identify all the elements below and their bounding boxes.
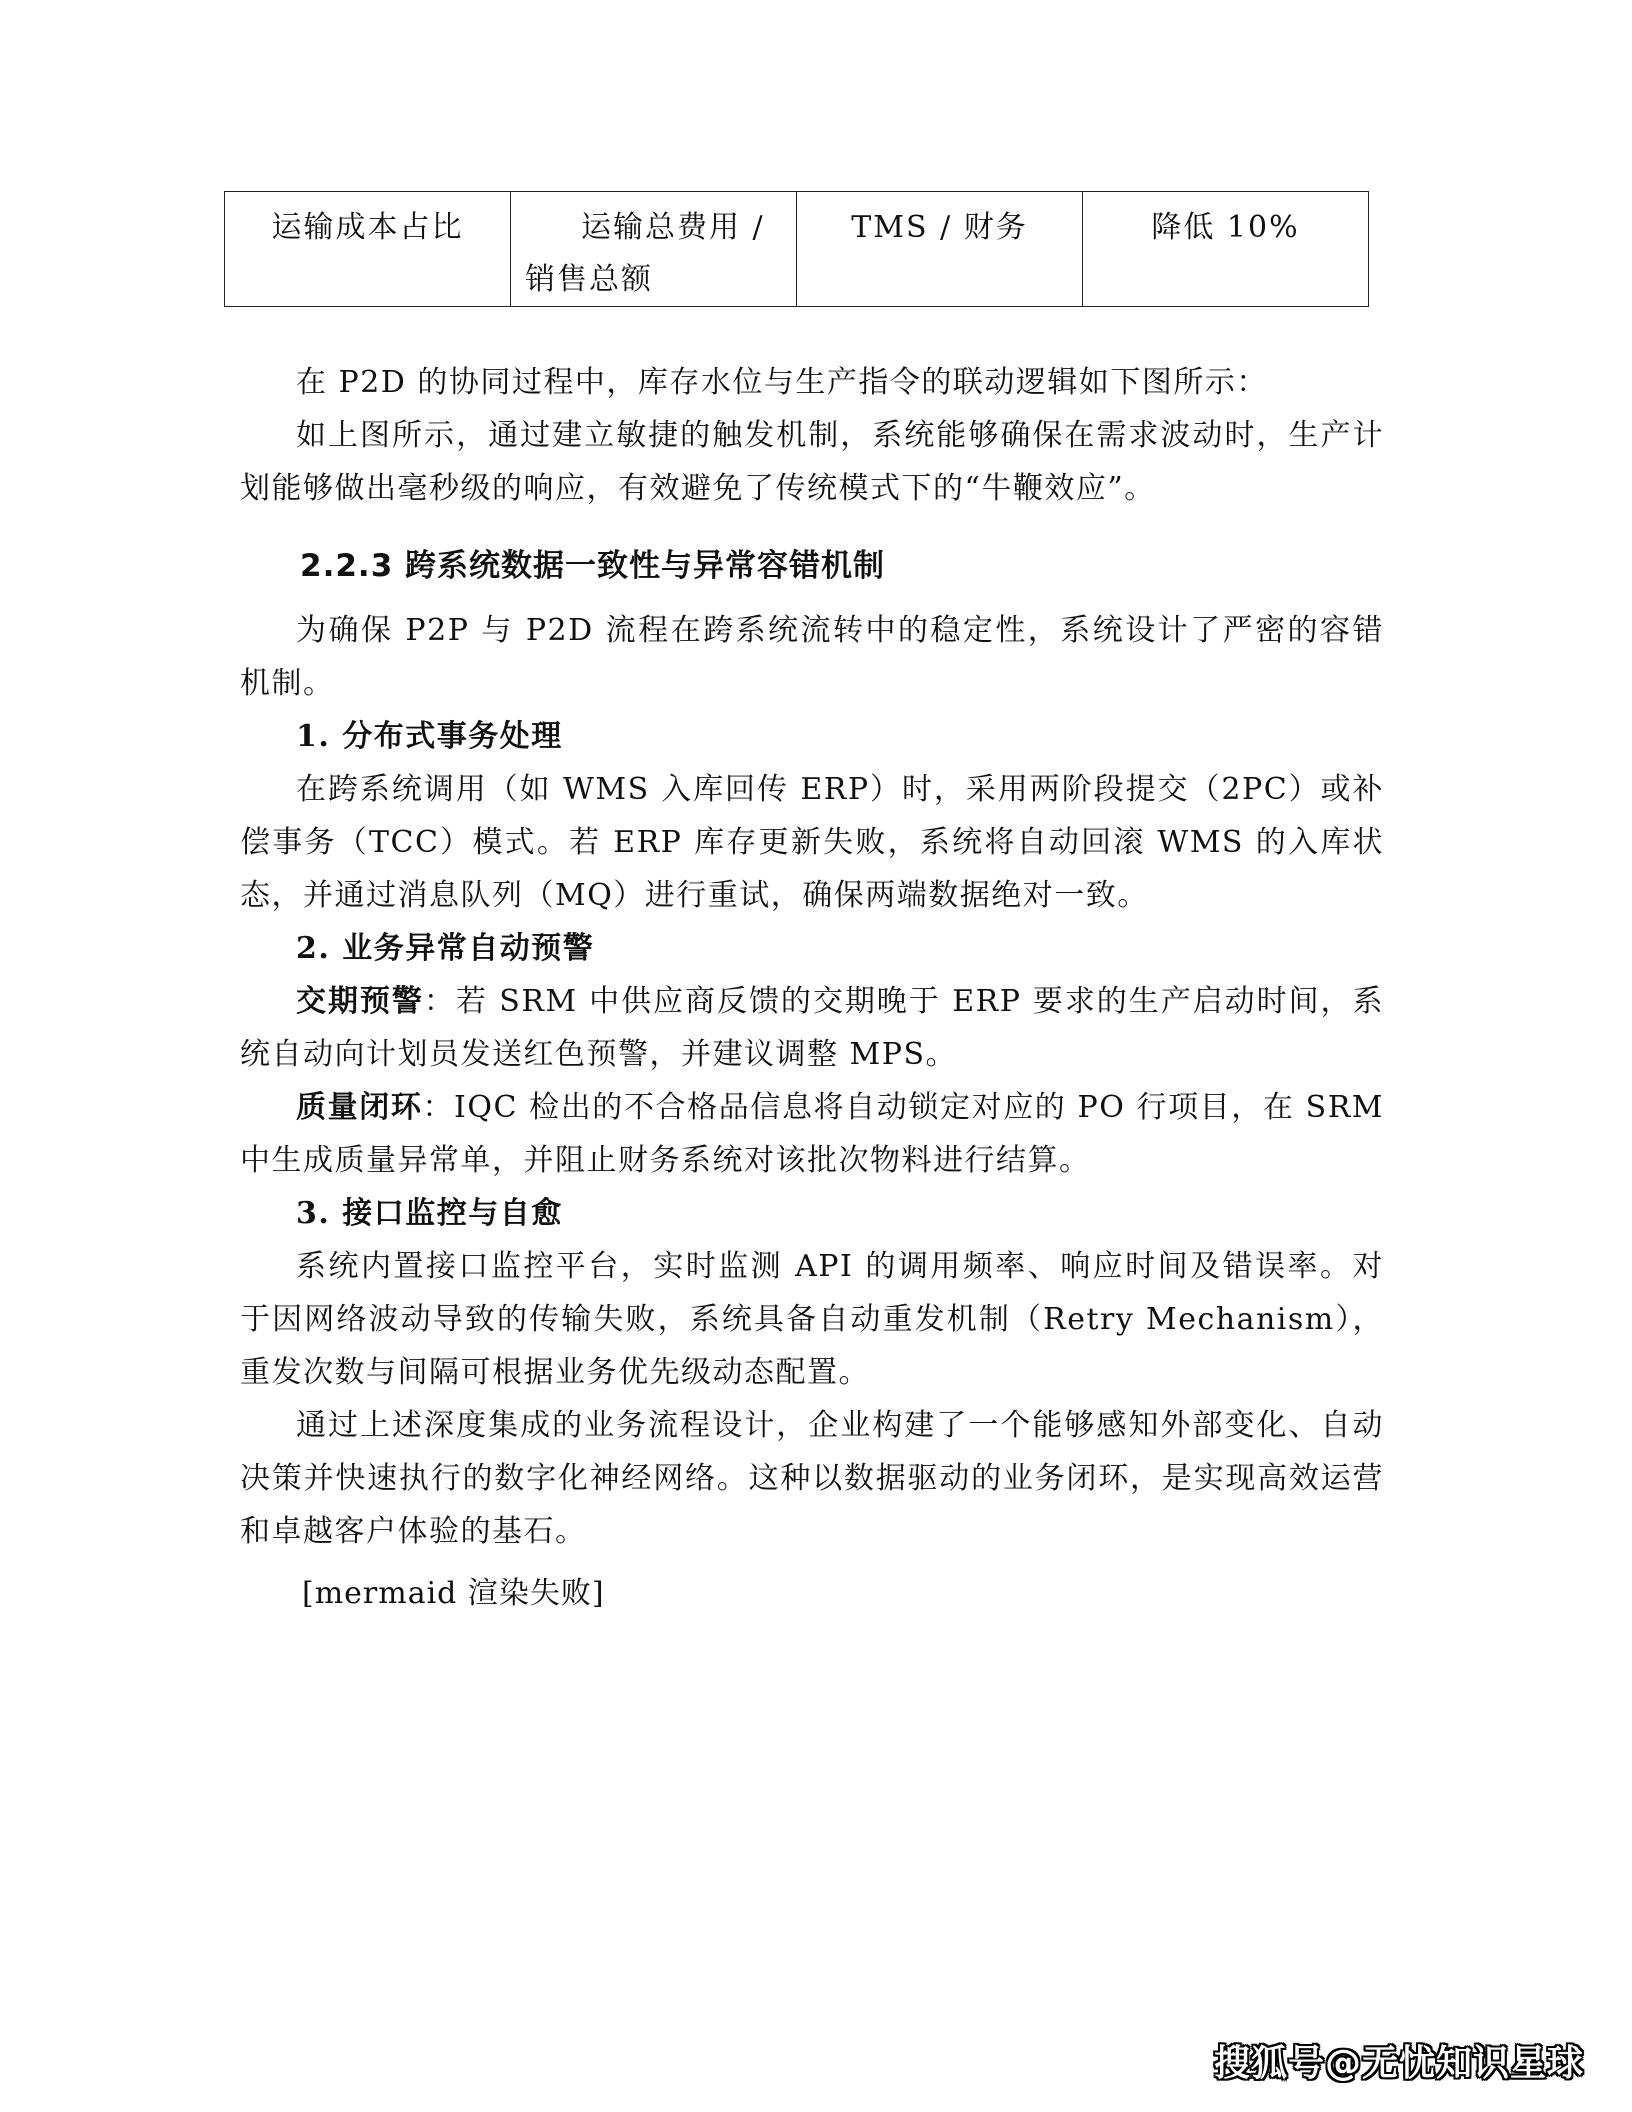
paragraph: 为确保 P2P 与 P2D 流程在跨系统流转中的稳定性，系统设计了严密的容错机制。	[240, 613, 1384, 701]
watermark: 搜狐号@无忧知识星球	[1213, 2043, 1584, 2084]
subheading: 2. 业务异常自动预警	[296, 931, 595, 966]
paragraph: 系统内置接口监控平台，实时监测 API 的调用频率、响应时间及错误率。对于因网络波动导致的传输失败，系统具备自动重发机制（Retry Mechanism），重发次数与间隔可根据业务优先级动态配置。	[240, 1249, 1384, 1390]
section-heading: 2.2.3 跨系统数据一致性与异常容错机制	[300, 548, 886, 584]
table-row	[225, 192, 1369, 307]
paragraph-text: ：IQC 检出的不合格品信息将自动锁定对应的 PO 行项目，在 SRM 中生成质量异常单，并阻止财务系统对该批次物料进行结算。	[240, 1090, 1385, 1178]
paragraph: 在跨系统调用（如 WMS 入库回传 ERP）时，采用两阶段提交（2PC）或补偿事务（TCC）模式。若 ERP 库存更新失败，系统将自动回滚 WMS 的入库状态，并通过消息队列（MQ）进行重试，确保两端数据绝对一致。	[240, 772, 1384, 913]
paragraph	[240, 975, 1384, 1081]
subheading: 3. 接口监控与自愈	[296, 1196, 563, 1231]
table-cell-metric: 运输成本占比	[225, 192, 511, 307]
table-cell-source: TMS / 财务	[797, 192, 1083, 307]
paragraph: 在 P2D 的协同过程中，库存水位与生产指令的联动逻辑如下图所示：	[296, 365, 1268, 400]
table-cell-formula: 运输总费用 / 销售总额	[511, 192, 797, 307]
subheading: 1. 分布式事务处理	[296, 719, 563, 754]
table-cell-target: 降低 10%	[1083, 192, 1369, 307]
paragraph-text: ：若 SRM 中供应商反馈的交期晚于 ERP 要求的生产启动时间，系统自动向计划员发送红色预警，并建议调整 MPS。	[240, 984, 1384, 1072]
paragraph: 如上图所示，通过建立敏捷的触发机制，系统能够确保在需求波动时，生产计划能够做出毫秒级的响应，有效避免了传统模式下的“牛鞭效应”。	[240, 418, 1384, 506]
paragraph	[240, 1081, 1384, 1187]
lead-term: 质量闭环	[296, 1090, 423, 1125]
paragraph: 通过上述深度集成的业务流程设计，企业构建了一个能够感知外部变化、自动决策并快速执行的数字化神经网络。这种以数据驱动的业务闭环，是实现高效运营和卓越客户体验的基石。	[240, 1408, 1384, 1549]
intro-block	[240, 356, 1384, 515]
mermaid-error-note: [mermaid 渲染失败]	[302, 1576, 605, 1611]
lead-term: 交期预警	[296, 984, 424, 1019]
section-body	[240, 604, 1384, 1558]
metrics-table	[224, 191, 1369, 307]
